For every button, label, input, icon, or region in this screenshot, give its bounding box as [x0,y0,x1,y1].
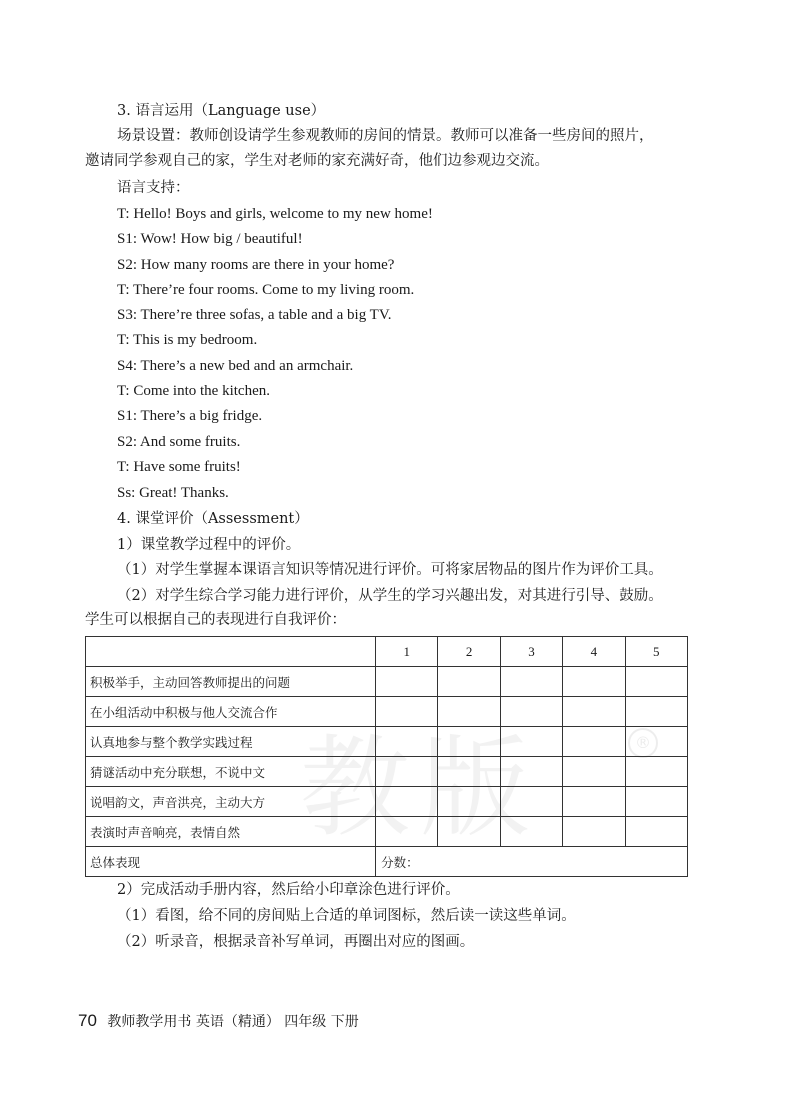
rating-cell [500,817,562,847]
scene-line-1: 场景设置：教师创设请学生参观教师的房间的情景。教师可以准备一些房间的照片， [117,128,654,144]
dialogue-line: S2: How many rooms are there in your home? [117,257,395,273]
scene-line-2: 邀请同学参观自己的家，学生对老师的家充满好奇，他们边参观边交流。 [85,153,549,169]
section4-heading: 4. 课堂评价（Assessment） [117,511,309,527]
workbook-item1: （1）看图，给不同的房间贴上合适的单词图标，然后读一读这些单词。 [117,908,576,924]
table-header-blank [86,637,376,667]
rating-cell [438,757,500,787]
column-header: 1 [376,637,438,667]
rating-cell [563,727,625,757]
dialogue-line: T: Have some fruits! [117,459,241,475]
table-header-row [86,637,688,667]
dialogue-line: S1: There’s a big fridge. [117,408,263,424]
language-support-label: 语言支持： [117,180,190,196]
watermark: 教版 [300,724,540,852]
table-row [86,817,688,847]
assessment-sub1: 1）课堂教学过程中的评价。 [117,537,301,553]
workbook-item2: （2）听录音，根据录音补写单词，再圈出对应的图画。 [117,934,475,950]
page-footer [78,1011,359,1031]
dialogue-line: S2: And some fruits. [117,434,241,450]
rating-cell [438,697,500,727]
criterion-label: 说唱韵文，声音洪亮，主动大方 [86,787,376,817]
column-header: 3 [500,637,562,667]
rating-cell [500,667,562,697]
page-number: 70 [78,1011,97,1030]
score-label: 分数： [376,847,688,877]
rating-cell [563,757,625,787]
assessment-item1: （1）对学生掌握本课语言知识等情况进行评价。可将家居物品的图片作为评价工具。 [117,562,663,578]
rating-cell [625,697,687,727]
dialogue-line: S1: Wow! How big / beautiful! [117,231,303,247]
criterion-label: 猜谜活动中充分联想，不说中文 [86,757,376,787]
table-row [86,727,688,757]
dialogue-line: T: There’re four rooms. Come to my living room. [117,282,415,298]
rating-cell [376,697,438,727]
rating-cell [500,757,562,787]
rating-cell [500,727,562,757]
criterion-label: 积极举手，主动回答教师提出的问题 [86,667,376,697]
rating-cell [563,697,625,727]
table-row [86,667,688,697]
table-total-row [86,847,688,877]
rating-cell [376,817,438,847]
rating-cell [500,787,562,817]
criterion-label: 认真地参与整个教学实践过程 [86,727,376,757]
rating-cell [563,787,625,817]
rating-cell [438,787,500,817]
rating-cell [438,667,500,697]
rating-cell [438,727,500,757]
section3-heading: 3. 语言运用（Language use） [117,103,326,119]
self-evaluation-table [85,636,688,877]
table-row [86,697,688,727]
registered-mark-icon: ® [628,728,658,758]
rating-cell [625,787,687,817]
table-row [86,757,688,787]
column-header: 5 [625,637,687,667]
rating-cell [563,817,625,847]
criterion-label: 表演时声音响亮，表情自然 [86,817,376,847]
rating-cell [376,727,438,757]
rating-cell [625,727,687,757]
rating-cell [376,757,438,787]
rating-cell [376,787,438,817]
column-header: 4 [563,637,625,667]
dialogue-line: T: Come into the kitchen. [117,383,270,399]
dialogue-line: Ss: Great! Thanks. [117,485,229,501]
rating-cell [625,817,687,847]
assessment-sub2: 2）完成活动手册内容，然后给小印章涂色进行评价。 [117,882,460,898]
dialogue-line: S4: There’s a new bed and an armchair. [117,358,354,374]
book-title: 教师教学用书 英语（精通） 四年级 下册 [107,1014,359,1030]
rating-cell [376,667,438,697]
table-row [86,787,688,817]
rating-cell [625,757,687,787]
assessment-item2-line2: 学生可以根据自己的表现进行自我评价： [85,612,346,628]
rating-cell [438,817,500,847]
column-header: 2 [438,637,500,667]
dialogue-line: T: Hello! Boys and girls, welcome to my new home! [117,206,433,222]
assessment-item2-line1: （2）对学生综合学习能力进行评价，从学生的学习兴趣出发，对其进行引导、鼓励。 [117,588,663,604]
rating-cell [625,667,687,697]
rating-cell [500,697,562,727]
criterion-label: 在小组活动中积极与他人交流合作 [86,697,376,727]
rating-cell [563,667,625,697]
total-label: 总体表现 [86,847,376,877]
dialogue-line: S3: There’re three sofas, a table and a big TV. [117,307,392,323]
dialogue-line: T: This is my bedroom. [117,332,258,348]
